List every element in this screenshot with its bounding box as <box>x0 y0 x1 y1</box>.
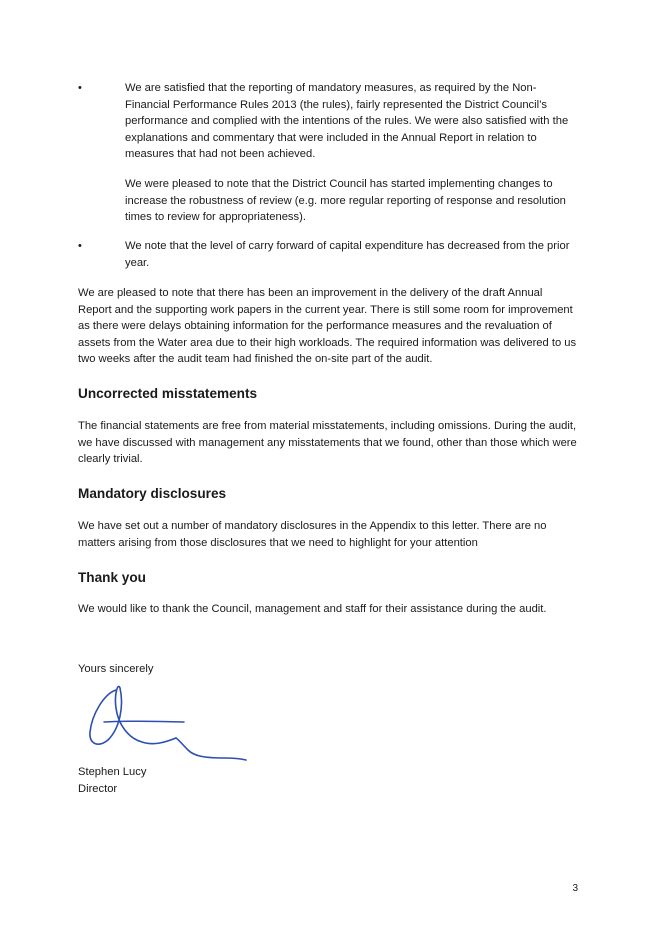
signatory-title: Director <box>78 783 118 795</box>
handwritten-signature <box>84 684 254 766</box>
mandatory-disclosures-heading: Mandatory disclosures <box>78 486 227 501</box>
bullet-continuation-paragraph: We were pleased to note that the District Council has started implementing changes to increase the robustness of review (e.g. more regular reporting of response and resolution times to review for appropriateness). <box>125 178 566 224</box>
signatory-name: Stephen Lucy <box>78 766 147 778</box>
delivery-paragraph: We are pleased to note that there has been an improvement in the delivery of the draft Annual Report and the supporting work papers in the current year. There is still some room for improvement as there were delays obtaining information for the performance measures and the revaluation of assets from the Water area due to their high workloads. The required information was delivered to us two weeks after the audit team had finished the on-site part of the audit. <box>78 287 577 366</box>
bullet-item-capital-expenditure <box>78 238 578 272</box>
bullet-symbol: • <box>78 240 82 252</box>
mandatory-disclosures-body: We have set out a number of mandatory disclosures in the Appendix to this letter. There are no matters arising from those disclosures that we need to highlight for your attention <box>78 520 547 549</box>
bullet-text: We note that the level of carry forward of capital expenditure has decreased from the prior year. <box>125 240 570 269</box>
page-number: 3 <box>572 883 578 894</box>
bullet-symbol: • <box>78 82 82 94</box>
salutation: Yours sincerely <box>78 663 154 675</box>
uncorrected-misstatements-body: The financial statements are free from material misstatements, including omissions. During the audit, we have discussed with management any misstatements that we found, other than those which were clearly trivial. <box>78 420 577 466</box>
thank-you-body: We would like to thank the Council, management and staff for their assistance during the audit. <box>78 603 547 615</box>
bullet-item-reporting <box>78 80 578 164</box>
thank-you-heading: Thank you <box>78 570 146 585</box>
bullet-text: We are satisfied that the reporting of mandatory measures, as required by the Non-Financial Performance Rules 2013 (the rules), fairly represented the District Council’s performance and complied with the intentions of the rules. We were also satisfied with the explanations and commentary that were included in the Annual Report in relation to measures that had not been achieved. <box>125 82 569 161</box>
uncorrected-misstatements-heading: Uncorrected misstatements <box>78 386 258 401</box>
